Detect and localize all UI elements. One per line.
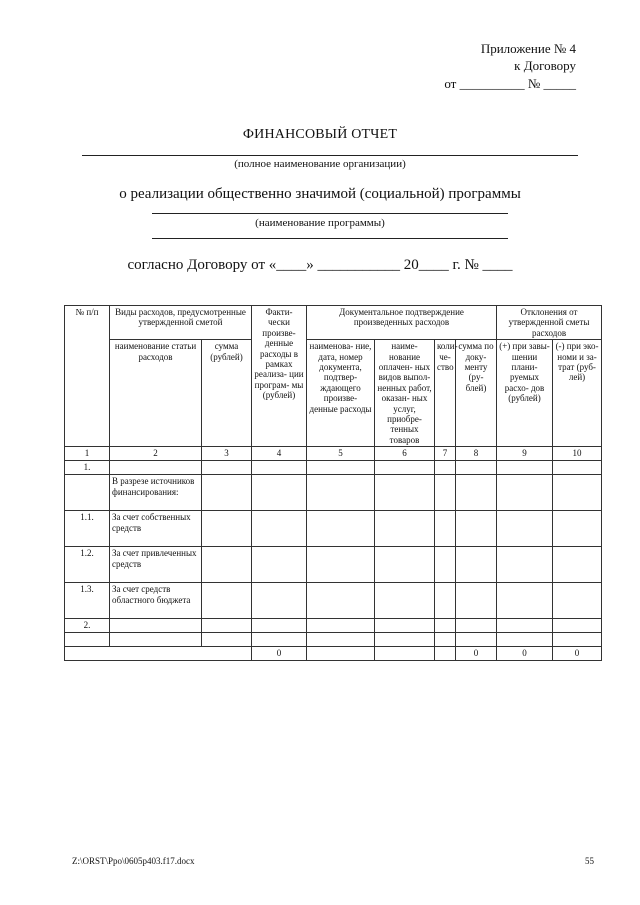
header-doc-sum: сумма по доку- менту (ру- блей) bbox=[456, 340, 497, 447]
table-row bbox=[65, 633, 602, 647]
row-num: 1.2. bbox=[65, 547, 110, 583]
row-num: 2. bbox=[65, 619, 110, 633]
total-dev-minus: 0 bbox=[553, 647, 602, 661]
table-row bbox=[65, 583, 602, 619]
program-name-line-2 bbox=[152, 238, 508, 239]
col-number: 1 bbox=[65, 447, 110, 461]
row-num bbox=[65, 633, 110, 647]
col-number: 4 bbox=[252, 447, 307, 461]
report-title: ФИНАНСОВЫЙ ОТЧЕТ bbox=[242, 127, 398, 142]
col-number: 10 bbox=[553, 447, 602, 461]
col-number: 5 bbox=[307, 447, 375, 461]
header-num: № п/п bbox=[65, 306, 110, 447]
row-num bbox=[65, 475, 110, 511]
header-dev-plus: (+) при завы- шении плани- руемых расхо- дов (рублей) bbox=[497, 340, 553, 447]
row-item bbox=[110, 633, 202, 647]
total-doc-sum: 0 bbox=[456, 647, 497, 661]
total-dev-plus: 0 bbox=[497, 647, 553, 661]
col-number: 3 bbox=[202, 447, 252, 461]
col-number: 2 bbox=[110, 447, 202, 461]
header-actual: Факти- чески произве- денные расходы в рамках реализа- ции програм- мы (рублей) bbox=[252, 306, 307, 447]
program-caption: (наименование программы) bbox=[255, 217, 385, 229]
contract-line: согласно Договору от «____» ___________ 20____ г. № ____ bbox=[127, 257, 513, 273]
page-number: 55 bbox=[585, 856, 594, 866]
row-item: За счет привлеченных средств bbox=[110, 547, 202, 583]
col-number: 9 bbox=[497, 447, 553, 461]
col-number: 7 bbox=[435, 447, 456, 461]
org-name-line bbox=[82, 155, 578, 156]
appendix-line-3: от __________ № _____ bbox=[444, 76, 576, 91]
row-num: 1.3. bbox=[65, 583, 110, 619]
row-num: 1. bbox=[65, 461, 110, 475]
financial-report-table bbox=[64, 305, 602, 661]
table-row bbox=[65, 461, 602, 475]
header-deviations: Отклонения от утвержденной сметы расходов bbox=[497, 306, 602, 340]
header-dev-minus: (-) при эко- номи и за- трат (руб- лей) bbox=[553, 340, 602, 447]
org-caption: (полное наименование организации) bbox=[234, 158, 406, 170]
row-item bbox=[110, 619, 202, 633]
col-number: 6 bbox=[375, 447, 435, 461]
totals-row bbox=[65, 647, 602, 661]
program-name-line bbox=[152, 213, 508, 214]
column-number-row bbox=[65, 447, 602, 461]
table-row bbox=[65, 619, 602, 633]
appendix-line-2: к Договору bbox=[514, 58, 576, 73]
row-item: За счет средств областного бюджета bbox=[110, 583, 202, 619]
row-num: 1.1. bbox=[65, 511, 110, 547]
header-doc-qty: коли- че- ство bbox=[435, 340, 456, 447]
file-path: Z:\ORST\Ppo\0605p403.f17.docx bbox=[72, 856, 195, 866]
header-kinds: Виды расходов, предусмотренные утвержденной сметой bbox=[110, 306, 252, 340]
program-line: о реализации общественно значимой (социальной) программы bbox=[119, 186, 521, 202]
row-item: За счет собственных средств bbox=[110, 511, 202, 547]
total-actual: 0 bbox=[252, 647, 307, 661]
header-docs: Документальное подтверждение произведенных расходов bbox=[307, 306, 497, 340]
row-item bbox=[110, 461, 202, 475]
table-row bbox=[65, 475, 602, 511]
header-doc-name: наименова- ние, дата, номер документа, подтвер- ждающего произве- денные расходы bbox=[307, 340, 375, 447]
header-item-name: наименование статьи расходов bbox=[110, 340, 202, 447]
table-row bbox=[65, 511, 602, 547]
header-doc-goods: наиме- нование оплачен- ных видов выпол- ненных работ, оказан- ных услуг, приобре- тенных товаров bbox=[375, 340, 435, 447]
table-row bbox=[65, 547, 602, 583]
row-item: В разрезе источников финансирования: bbox=[110, 475, 202, 511]
col-number: 8 bbox=[456, 447, 497, 461]
appendix-line-1: Приложение № 4 bbox=[480, 41, 576, 56]
header-item-sum: сумма (рублей) bbox=[202, 340, 252, 447]
